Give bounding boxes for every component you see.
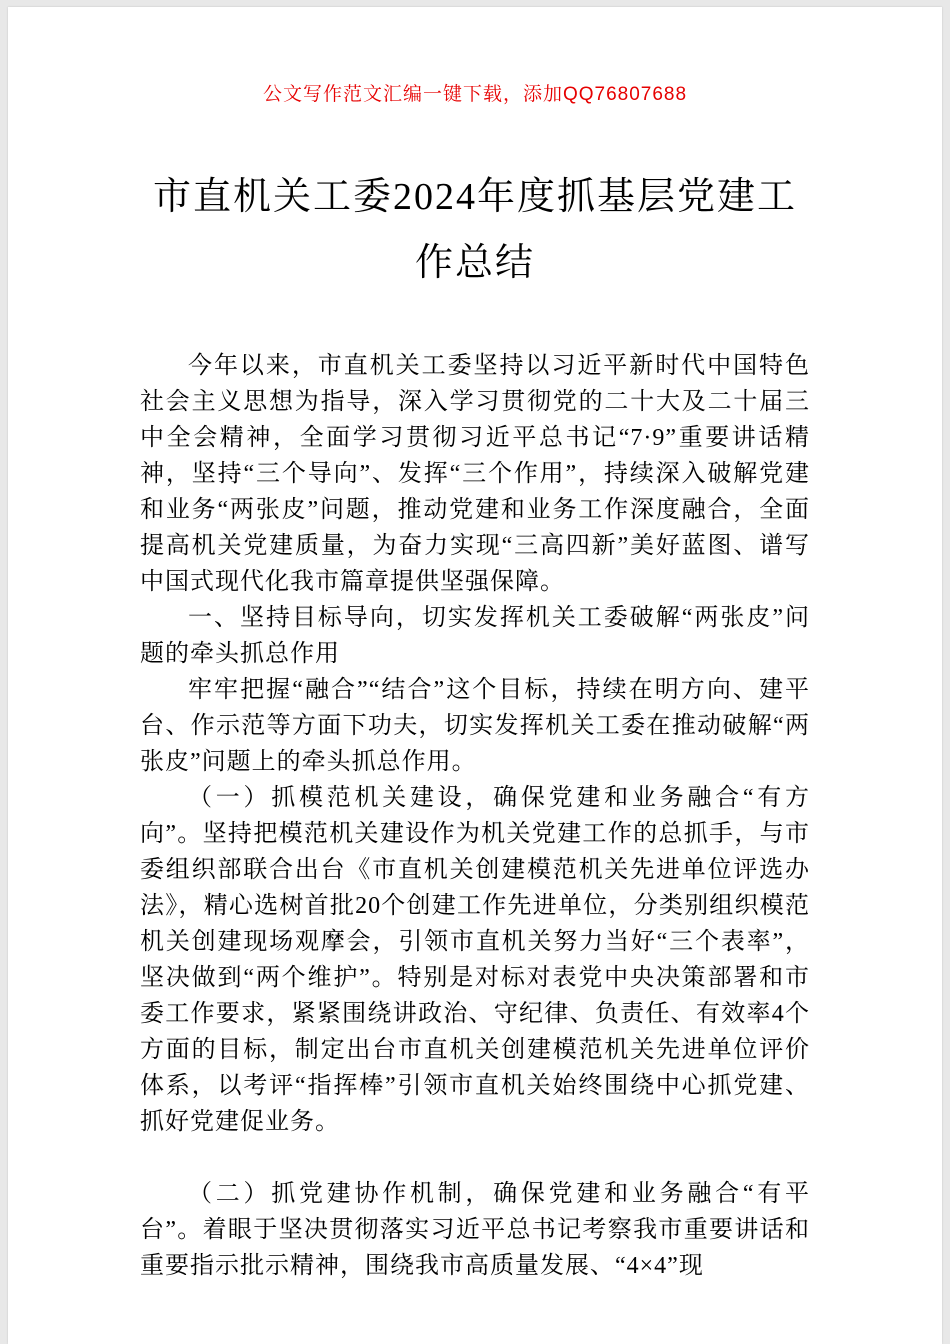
document-page — [8, 7, 942, 1344]
document-body — [140, 348, 810, 1284]
body-paragraph: 牢牢把握“融合”“结合”这个目标，持续在明方向、建平台、作示范等方面下功夫，切实发挥机关工委在推动破解“两张皮”问题上的牵头抓总作用。 — [140, 677, 810, 775]
section-heading: 一、坚持目标导向，切实发挥机关工委破解“两张皮”问题的牵头抓总作用 — [140, 605, 810, 667]
header-notice: 公文写作范文汇编一键下载，添加QQ76807688 — [262, 84, 688, 105]
body-paragraph: （二）抓党建协作机制，确保党建和业务融合“有平台”。着眼于坚决贯彻落实习近平总书记考察我市重要讲话和重要指示批示精神，围绕我市高质量发展、“4×4”现 — [140, 1181, 810, 1279]
body-paragraph: 今年以来，市直机关工委坚持以习近平新时代中国特色社会主义思想为指导，深入学习贯彻党的二十大及二十届三中全会精神，全面学习贯彻习近平总书记“7·9”重要讲话精神，坚持“三个导向”、发挥“三个作用”，持续深入破解党建和业务“两张皮”问题，推动党建和业务工作深度融合，全面提高机关党建质量，为奋力实现“三高四新”美好蓝图、谱写中国式现代化我市篇章提供坚强保障。 — [140, 353, 810, 595]
body-paragraph: （一）抓模范机关建设，确保党建和业务融合“有方向”。坚持把模范机关建设作为机关党建工作的总抓手，与市委组织部联合出台《市直机关创建模范机关先进单位评选办法》，精心选树首批20个创建工作先进单位，分类别组织模范机关创建现场观摩会，引领市直机关努力当好“三个表率”，坚决做到“两个维护”。特别是对标对表党中央决策部署和市委工作要求，紧紧围绕讲政治、守纪律、负责任、有效率4个方面的目标，制定出台市直机关创建模范机关先进单位评价体系，以考评“指挥棒”引领市直机关始终围绕中心抓党建、抓好党建促业务。 — [140, 785, 810, 1135]
document-title: 市直机关工委2024年度抓基层党建工作总结 — [152, 176, 797, 284]
